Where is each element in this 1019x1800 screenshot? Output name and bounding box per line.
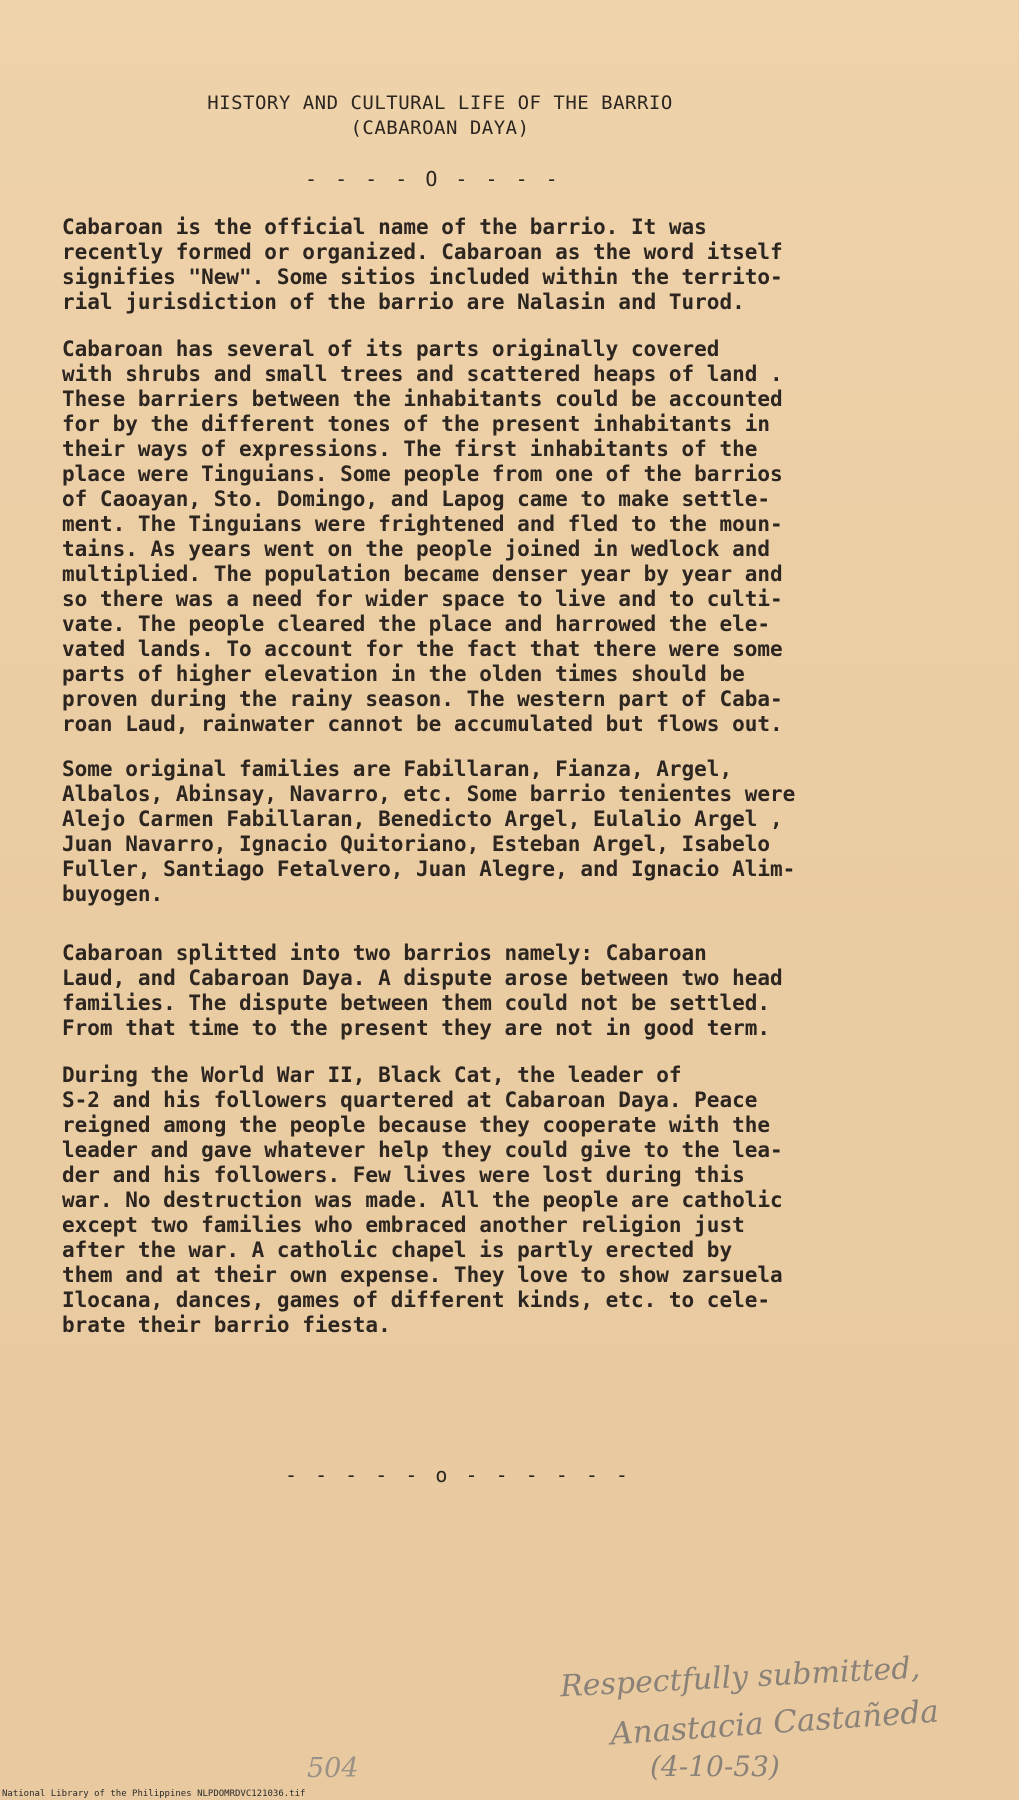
- document-subtitle: (CABAROAN DAYA): [350, 117, 530, 139]
- divider-bottom: - - - - - o - - - - - -: [285, 1463, 631, 1487]
- text-line: for by the different tones of the present inhabitants in: [62, 412, 771, 436]
- divider-top: - - - - O - - - -: [305, 167, 561, 191]
- text-line: parts of higher elevation in the olden times should be: [62, 662, 745, 686]
- paragraph-1: [62, 215, 932, 315]
- text-line: leader and gave whatever help they could give to the lea-: [62, 1138, 783, 1162]
- text-line: Ilocana, dances, games of different kinds, etc. to cele-: [62, 1288, 771, 1312]
- text-line: with shrubs and small trees and scattered heaps of land .: [62, 362, 783, 386]
- text-line: S-2 and his followers quartered at Cabaroan Daya. Peace: [62, 1088, 758, 1112]
- text-line: their ways of expressions. The first inhabitants of the: [62, 437, 758, 461]
- text-line: war. No destruction was made. All the people are catholic: [62, 1188, 783, 1212]
- text-line: Cabaroan splitted into two barrios namely: Cabaroan: [62, 941, 707, 965]
- text-line: ment. The Tinguians were frightened and fled to the moun-: [62, 512, 783, 536]
- text-line: recently formed or organized. Cabaroan as the word itself: [62, 240, 783, 264]
- text-line: During the World War II, Black Cat, the leader of: [62, 1063, 682, 1087]
- text-line: tains. As years went on the people joined in wedlock and: [62, 537, 771, 561]
- text-line: proven during the rainy season. The western part of Caba-: [62, 687, 783, 711]
- text-line: signifies "New". Some sitios included within the territo-: [62, 265, 783, 289]
- text-line: buyogen.: [62, 882, 164, 906]
- signature-name: Anastacia Castañeda: [609, 1693, 940, 1753]
- text-line: Cabaroan is the official name of the barrio. It was: [62, 215, 707, 239]
- text-line: Fuller, Santiago Fetalvero, Juan Alegre, and Ignacio Alim-: [62, 857, 796, 881]
- text-line: families. The dispute between them could not be settled.: [62, 991, 771, 1015]
- paragraph-5: [62, 1063, 932, 1338]
- text-line: vated lands. To account for the fact that there were some: [62, 637, 783, 661]
- text-line: reigned among the people because they cooperate with the: [62, 1113, 771, 1137]
- text-line: so there was a need for wider space to live and to culti-: [62, 587, 783, 611]
- text-line: Cabaroan has several of its parts originally covered: [62, 337, 720, 361]
- text-line: Albalos, Abinsay, Navarro, etc. Some barrio tenientes were: [62, 782, 796, 806]
- text-line: Alejo Carmen Fabillaran, Benedicto Argel, Eulalio Argel ,: [62, 807, 783, 831]
- text-line: place were Tinguians. Some people from one of the barrios: [62, 462, 783, 486]
- paragraph-2: [62, 337, 932, 737]
- text-line: brate their barrio fiesta.: [62, 1313, 391, 1337]
- text-line: them and at their own expense. They love to show zarsuela: [62, 1263, 783, 1287]
- text-line: roan Laud, rainwater cannot be accumulated but flows out.: [62, 712, 783, 736]
- paragraph-3: [62, 757, 932, 907]
- signature-date: (4-10-53): [650, 1750, 780, 1783]
- text-line: Laud, and Cabaroan Daya. A dispute arose between two head: [62, 966, 783, 990]
- text-line: of Caoayan, Sto. Domingo, and Lapog came to make settle-: [62, 487, 771, 511]
- text-line: Juan Navarro, Ignacio Quitoriano, Esteban Argel, Isabelo: [62, 832, 771, 856]
- text-line: rial jurisdiction of the barrio are Nalasin and Turod.: [62, 290, 745, 314]
- text-line: Some original families are Fabillaran, Fianza, Argel,: [62, 757, 733, 781]
- text-line: after the war. A catholic chapel is partly erected by: [62, 1238, 733, 1262]
- text-line: multiplied. The population became denser year by year and: [62, 562, 783, 586]
- signature-closing: Respectfully submitted,: [559, 1650, 921, 1705]
- text-line: vate. The people cleared the place and harrowed the ele-: [62, 612, 771, 636]
- document-title: HISTORY AND CULTURAL LIFE OF THE BARRIO: [207, 92, 673, 114]
- text-line: These barriers between the inhabitants could be accounted: [62, 387, 783, 411]
- text-line: From that time to the present they are not in good term.: [62, 1016, 771, 1040]
- page-number: 504: [307, 1753, 359, 1784]
- text-line: der and his followers. Few lives were lost during this: [62, 1163, 745, 1187]
- archive-footer: National Library of the Philippines NLPDOMRDVC121036.tif: [2, 1789, 306, 1799]
- text-line: except two families who embraced another religion just: [62, 1213, 745, 1237]
- paragraph-4: [62, 941, 932, 1041]
